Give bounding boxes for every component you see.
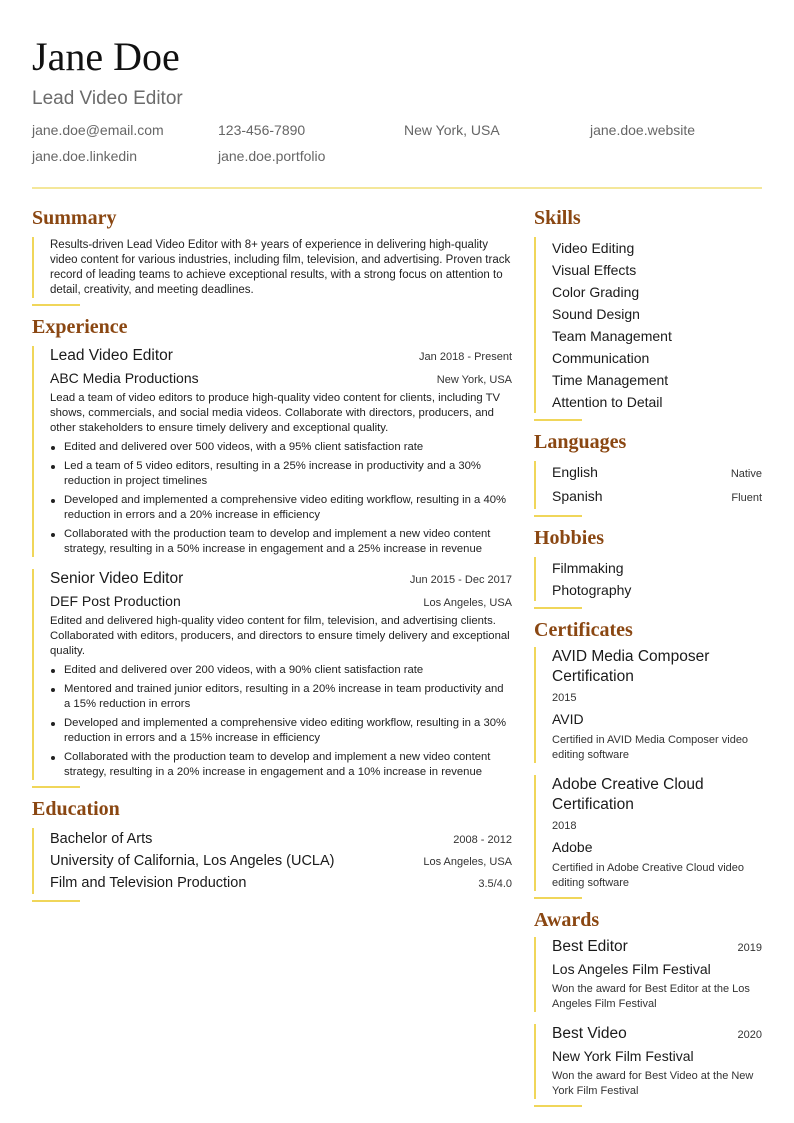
- contact-location: New York, USA: [404, 122, 500, 138]
- job-title: Lead Video Editor: [50, 347, 173, 364]
- experience-heading: Experience: [32, 316, 128, 338]
- summary-heading: Summary: [32, 207, 117, 229]
- summary-section: [32, 205, 512, 306]
- job-company-row: [50, 366, 512, 387]
- job-achievements: [50, 440, 512, 557]
- language-level: Fluent: [731, 492, 762, 504]
- hobby-item: Photography: [552, 582, 632, 598]
- education-degree: Bachelor of Arts: [50, 831, 153, 847]
- award-organization: New York Film Festival: [552, 1048, 694, 1064]
- achievement-item: Collaborated with the production team to develop and implement a new video content strategy, resulting in a 50% increase in engagement and a 25% increase in revenue: [50, 527, 512, 557]
- language-level: Native: [730, 468, 762, 480]
- award-description: Won the award for Best Editor at the Los Angeles Film Festival: [552, 983, 750, 1010]
- language-name: English: [552, 464, 598, 480]
- education-heading: Education: [32, 798, 120, 820]
- contact-portfolio[interactable]: jane.doe.portfolio: [218, 148, 326, 164]
- education-gpa: 3.5/4.0: [478, 878, 512, 890]
- main-column: [32, 205, 512, 910]
- section-underline: [534, 419, 582, 421]
- hobbies-heading: Hobbies: [534, 527, 605, 549]
- achievement-item: Led a team of 5 video editors, resulting in a 25% increase in productivity and a 30% reduction in project timelines: [50, 459, 512, 489]
- award-entry: [534, 1024, 762, 1099]
- contact-email[interactable]: jane.doe@email.com: [32, 122, 164, 138]
- certificate-title: AVID Media Composer Certification: [552, 648, 710, 685]
- section-underline: [32, 304, 80, 306]
- section-underline: [534, 607, 582, 609]
- certificate-description: Certified in AVID Media Composer video editing software: [552, 734, 749, 761]
- section-underline: [32, 786, 80, 788]
- contact-phone[interactable]: 123-456-7890: [218, 122, 306, 138]
- skill-item: Communication: [552, 350, 650, 366]
- languages-section: [534, 429, 762, 517]
- header-divider: [32, 187, 762, 189]
- language-item: [552, 485, 762, 509]
- education-field-row: [50, 872, 512, 894]
- languages-heading: Languages: [534, 431, 627, 453]
- skills-heading: Skills: [534, 207, 581, 229]
- award-title: Best Editor: [552, 938, 628, 955]
- job-location: New York, USA: [436, 374, 512, 386]
- award-organization: Los Angeles Film Festival: [552, 961, 711, 977]
- skill-item: Visual Effects: [552, 262, 637, 278]
- achievement-item: Developed and implemented a comprehensive video editing workflow, resulting in a 40% reduction in errors and a 20% increase in efficiency: [50, 493, 512, 523]
- certificates-section: [534, 617, 762, 899]
- section-underline: [32, 900, 80, 902]
- certificates-heading: Certificates: [534, 619, 633, 641]
- job-location: Los Angeles, USA: [423, 597, 512, 609]
- skills-list: [534, 237, 762, 413]
- skill-item: Team Management: [552, 328, 672, 344]
- achievement-item: Edited and delivered over 500 videos, with a 95% client satisfaction rate: [50, 440, 512, 455]
- skill-item: Video Editing: [552, 240, 635, 256]
- education-degree-row: [50, 828, 512, 850]
- skill-item: Sound Design: [552, 306, 640, 322]
- job-achievements: [50, 663, 512, 780]
- job-description: Lead a team of video editors to produce high-quality video content for clients, including TV shows, commercials, and social media videos. Collaborate with directors, producers, and other stakeholders to ensure timely delivery and exceptional quality.: [50, 392, 501, 434]
- hobbies-list: [534, 557, 762, 601]
- education-location: Los Angeles, USA: [423, 856, 512, 868]
- job-entry: [32, 569, 512, 780]
- award-year: 2019: [737, 942, 762, 954]
- award-description: Won the award for Best Video at the New York Film Festival: [552, 1070, 754, 1097]
- award-header: [552, 1024, 762, 1044]
- job-header: [50, 569, 512, 589]
- language-name: Spanish: [552, 488, 603, 504]
- summary-text: Results-driven Lead Video Editor with 8+ years of experience in delivering high-quality video content for various industries, including film, television, and advertising. Proven track record of leading teams to achieve exceptional results, with a strong focus on attention to detail, creativity, and meeting deadlines.: [50, 239, 511, 296]
- education-field: Film and Television Production: [50, 875, 247, 891]
- certificate-entry: [534, 647, 762, 763]
- certificate-description: Certified in Adobe Creative Cloud video editing software: [552, 862, 745, 889]
- job-company: ABC Media Productions: [50, 370, 199, 386]
- education-section: [32, 796, 512, 902]
- education-date: 2008 - 2012: [453, 834, 512, 846]
- job-company-row: [50, 589, 512, 610]
- hobbies-section: [534, 525, 762, 609]
- achievement-item: Edited and delivered over 200 videos, with a 90% client satisfaction rate: [50, 663, 512, 678]
- certificate-issuer: AVID: [552, 711, 584, 727]
- job-title: Senior Video Editor: [50, 570, 184, 587]
- candidate-title: Lead Video Editor: [32, 88, 183, 109]
- section-underline: [534, 1105, 582, 1107]
- contact-website[interactable]: jane.doe.website: [590, 122, 696, 138]
- awards-section: [534, 907, 762, 1107]
- education-school: University of California, Los Angeles (UCLA): [50, 853, 335, 869]
- job-header: [50, 346, 512, 366]
- certificate-year: 2015: [552, 692, 577, 704]
- certificate-year: 2018: [552, 820, 577, 832]
- section-underline: [534, 897, 582, 899]
- certificate-issuer: Adobe: [552, 839, 593, 855]
- achievement-item: Developed and implemented a comprehensive video editing workflow, resulting in a 30% reduction in errors and a 15% increase in efficiency: [50, 716, 512, 746]
- skill-item: Color Grading: [552, 284, 640, 300]
- hobby-item: Filmmaking: [552, 560, 624, 576]
- job-company: DEF Post Production: [50, 593, 181, 609]
- job-date: Jun 2015 - Dec 2017: [409, 574, 512, 586]
- certificate-entry: [534, 775, 762, 891]
- awards-heading: Awards: [534, 909, 600, 931]
- sidebar-column: [534, 205, 762, 1115]
- education-school-row: [50, 850, 512, 872]
- skill-item: Attention to Detail: [552, 394, 663, 410]
- language-item: [552, 461, 762, 485]
- job-description: Edited and delivered high-quality video content for film, television, and advertising clients. Collaborated with editors, producers, and directors to ensure timely delivery and exceptional quality.: [50, 615, 510, 657]
- award-header: [552, 937, 762, 957]
- contact-linkedin[interactable]: jane.doe.linkedin: [32, 148, 138, 164]
- job-entry: [32, 346, 512, 557]
- candidate-name: Jane Doe: [32, 34, 180, 79]
- summary-block: [32, 237, 512, 298]
- achievement-item: Mentored and trained junior editors, resulting in a 20% increase in team productivity and a 15% reduction in errors: [50, 682, 512, 712]
- award-title: Best Video: [552, 1025, 627, 1042]
- section-underline: [534, 515, 582, 517]
- education-entry: [32, 828, 512, 894]
- certificate-title: Adobe Creative Cloud Certification: [552, 776, 704, 813]
- award-entry: [534, 937, 762, 1012]
- contact-info: [32, 121, 762, 165]
- experience-section: [32, 314, 512, 788]
- job-date: Jan 2018 - Present: [419, 351, 512, 363]
- award-year: 2020: [737, 1029, 762, 1041]
- achievement-item: Collaborated with the production team to develop and implement a new video content strategy, resulting in a 20% increase in engagement and a 10% increase in revenue: [50, 750, 512, 780]
- skill-item: Time Management: [552, 372, 669, 388]
- resume-header: [32, 34, 762, 165]
- skills-section: [534, 205, 762, 421]
- languages-list: [534, 461, 762, 509]
